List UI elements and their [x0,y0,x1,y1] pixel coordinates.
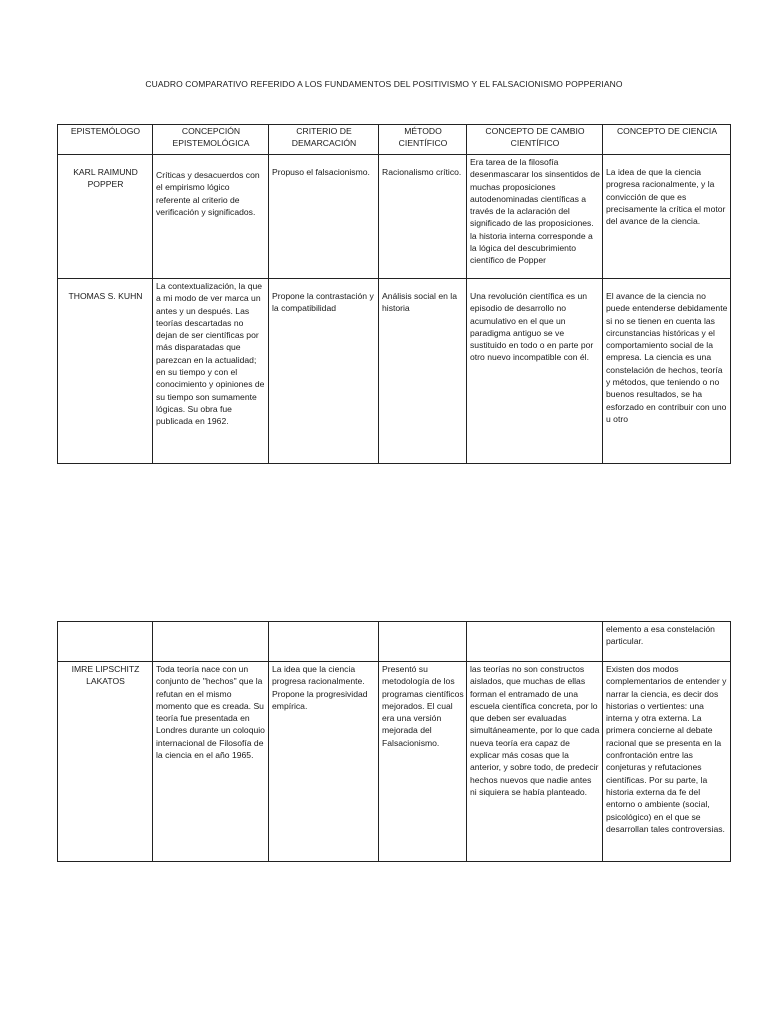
header-concepcion: CONCEPCIÓN EPISTEMOLÓGICA [153,125,269,155]
cell-cambio: las teorías no son constructos aislados, que muchas de ellas forman el entramado de una escuela científica concreta, por lo que deben ser evaluadas simultáneamente, por lo que cada nueva teoría era capaz de explicar más cosas que la anterior, y sobre todo, de predecir hechos nuevos que nadie antes ni siquiera se había planteado. [467,662,603,862]
cell-criterio: La idea que la ciencia progresa racionalmente. Propone la progresividad empírica. [269,662,379,862]
cell-epistemologo: KARL RAIMUND POPPER [58,155,153,279]
cell-ciencia: Existen dos modos complementarios de entender y narrar la ciencia, es decir dos historias o vertientes: una interna y otra externa. La primera concierne al debate racional que se presenta en la confrontación entre las conjeturas y refutaciones científicas. Por su parte, la historia externa da fe del entorno o ambiente (social, psicológico) en el que se desarrollan tales controversias. [603,662,731,862]
cell-ciencia: elemento a esa constelación particular. [603,622,731,662]
table-row-kuhn [58,279,731,464]
cell-criterio [269,622,379,662]
header-criterio: CRITERIO DE DEMARCACIÓN [269,125,379,155]
cell-epistemologo: IMRE LIPSCHITZ LAKATOS [58,662,153,862]
table-row-popper [58,155,731,279]
cell-cambio [467,622,603,662]
cell-concepcion [153,622,269,662]
header-epistemologo: EPISTEMÓLOGO [58,125,153,155]
cell-metodo: Presentó su metodología de los programas científicos mejorados. El cual era una versión mejorada del Falsacionismo. [379,662,467,862]
cell-concepcion: Toda teoría nace con un conjunto de "hechos" que la refutan en el mismo momento que es creada. Su teoría fue presentada en Londres durante un coloquio internacional de Filosofía de la ciencia en el año 1965. [153,662,269,862]
cell-metodo: Análisis social en la historia [379,279,467,464]
cell-ciencia: La idea de que la ciencia progresa racionalmente, y la convicción de que es precisamente la crítica el motor del avance de la ciencia. [603,155,731,279]
cell-ciencia: El avance de la ciencia no puede entenderse debidamente si no se tienen en cuenta las circunstancias históricas y el comportamiento social de la empresa. La ciencia es una constelación de hechos, teoría y métodos, que teniendo o no buenos resultados, se ha esforzado en contribuir con uno u otro [603,279,731,464]
cell-concepcion: La contextualización, la que a mi modo de ver marca un antes y un después. Las teorías descartadas no dejan de ser científicas por más disparatadas que parezcan en la actualidad; en su tiempo y con el conocimiento y opiniones de su tiempo son sumamente lógicas. Su obra fue publicada en 1962. [153,279,269,464]
cell-criterio: Propone la contrastación y la compatibilidad [269,279,379,464]
header-metodo: MÉTODO CIENTÍFICO [379,125,467,155]
document-title: CUADRO COMPARATIVO REFERIDO A LOS FUNDAMENTOS DEL POSITIVISMO Y EL FALSACIONISMO POPPERIANO [145,79,623,89]
cell-metodo: Racionalismo crítico. [379,155,467,279]
table-header-row [58,125,731,155]
table-row-continuation [58,622,731,662]
table-row-lakatos [58,662,731,862]
header-cambio: CONCEPTO DE CAMBIO CIENTÍFICO [467,125,603,155]
cell-criterio: Propuso el falsacionismo. [269,155,379,279]
cell-cambio: Era tarea de la filosofía desenmascarar los sinsentidos de muchas proposiciones autodenominadas científicas a través de la aclaración del significado de las proposiciones. la historia interna corresponde a la lógica del descubrimiento científico de Popper [467,155,603,279]
header-ciencia: CONCEPTO DE CIENCIA [603,125,731,155]
cell-concepcion: Críticas y desacuerdos con el empirismo lógico referente al criterio de verificación y significados. [153,155,269,279]
comparison-table-page-2 [57,621,731,862]
cell-epistemologo: THOMAS S. KUHN [58,279,153,464]
cell-epistemologo [58,622,153,662]
cell-cambio: Una revolución científica es un episodio de desarrollo no acumulativo en el que un paradigma antiguo se ve sustituido en todo o en parte por otro nuevo incompatible con él. [467,279,603,464]
comparison-table-page-1 [57,124,731,464]
cell-metodo [379,622,467,662]
